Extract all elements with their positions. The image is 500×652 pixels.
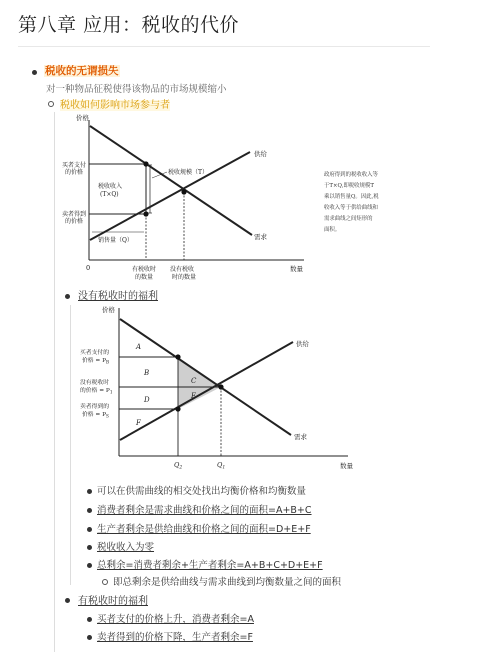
bullet-dot: [65, 294, 70, 299]
section-description: 对一种物品征税使得该物品的市场规模缩小: [46, 84, 227, 95]
svg-text:的数量: 的数量: [135, 274, 154, 281]
bullet-dot: [87, 527, 92, 532]
bullet-dot: [32, 70, 37, 75]
bullet-dot: [87, 545, 92, 550]
fig2-q2-label: $Q_2$: [174, 461, 183, 471]
indent-guide: [70, 305, 71, 585]
fig1-x-axis-label: 数量: [290, 265, 303, 273]
bullet-dot: [65, 598, 70, 603]
fig1-seller-price-label: 卖者得到: [62, 211, 87, 218]
fig2-region-c: C: [191, 377, 197, 385]
svg-text:需求曲线之间矩形的: 需求曲线之间矩形的: [324, 216, 373, 222]
sub-heading-tax-effect[interactable]: 税收如何影响市场参与者: [60, 100, 170, 111]
fig2-region-b: B: [144, 369, 150, 377]
fig1-seller-price-label-2: 的价格: [65, 218, 84, 225]
fig1-x-tick-notax: 没有税收: [170, 266, 195, 273]
svg-text:价格 = PB: 价格 = $P_B$: [82, 358, 110, 365]
sub-bullet-ring: [102, 579, 108, 585]
section-heading-welfare-tax[interactable]: 有税收时的福利: [78, 596, 148, 607]
section-heading-deadweight-loss[interactable]: 税收的无谓损失: [45, 65, 119, 77]
svg-text:时的数量: 时的数量: [172, 274, 197, 281]
bullet-dot: [87, 563, 92, 568]
bullet-dot: [87, 489, 92, 494]
figure-tax-effect: [62, 112, 392, 282]
fig2-x-axis-label: 数量: [340, 462, 353, 470]
bullet-tax-revenue: 税收收入为零: [97, 542, 155, 553]
fig1-origin: 0: [86, 264, 91, 272]
fig2-demand-curve: [120, 319, 291, 435]
fig2-region-a: A: [136, 343, 142, 351]
fig1-demand-curve: [90, 126, 252, 235]
fig2-supply-label: 供给: [296, 340, 309, 348]
bullet-equilibrium: 可以在供需曲线的相交处找出均衡价格和均衡数量: [97, 486, 307, 497]
fig2-region-d: D: [144, 396, 150, 404]
bullet-dot: [87, 617, 92, 622]
svg-text:价格 = PS: 价格 = $P_S$: [82, 412, 109, 419]
fig1-supply-label: 供给: [254, 150, 267, 158]
bullet-producer-surplus: 生产者剩余是供给曲线和价格之间的面积=D+E+F: [97, 524, 311, 535]
svg-text:于T×Q,即税收规模T: 于T×Q,即税收规模T: [324, 183, 374, 189]
bullet-dot: [87, 508, 92, 513]
fig2-buyer-price-label: 买者支付的: [80, 350, 109, 356]
sub-bullet-ring: [48, 101, 54, 107]
fig1-tax-size-label: 税收规模（T）: [168, 169, 209, 176]
fig1-demand-label: 需求: [254, 233, 267, 241]
fig1-x-tick-tax: 有税收时: [132, 266, 157, 273]
svg-text:面积。: 面积。: [324, 227, 341, 233]
sub-bullet-total-surplus-area: 即总剩余是供给曲线与需求曲线到均衡数量之间的面积: [113, 577, 342, 588]
fig1-buyer-price-label: 买者支付: [62, 162, 87, 169]
bullet-buyer-price-up: 买者支付的价格上升，消费者剩余=A: [97, 614, 254, 625]
svg-text:的价格 = P1: 的价格 = $P_1$: [80, 388, 113, 395]
fig2-region-e: E: [191, 392, 197, 400]
svg-text:政府得到的税收收入等: 政府得到的税收收入等: [324, 172, 378, 178]
fig1-revenue-label: 税收收入: [98, 183, 123, 190]
fig2-q1-label: $Q_1$: [217, 461, 226, 471]
bullet-consumer-surplus: 消费者剩余是需求曲线和价格之间的面积=A+B+C: [97, 505, 312, 516]
fig2-region-f: F: [136, 419, 141, 427]
bullet-dot: [87, 635, 92, 640]
fig1-caption: [324, 170, 379, 233]
indent-guide: [54, 112, 55, 652]
fig1-buyer-price-label-2: 的价格: [65, 169, 84, 176]
bullet-total-surplus: 总剩余=消费者剩余+生产者剩余=A+B+C+D+E+F: [97, 560, 323, 571]
svg-text:乘以销售量Q。因此,税: 乘以销售量Q。因此,税: [324, 194, 379, 200]
figure-welfare: [78, 302, 368, 478]
fig1-revenue-formula: (T×Q): [100, 191, 119, 198]
fig1-y-axis-label: 价格: [76, 114, 89, 122]
fig2-notax-price-label: 没有税收时: [80, 380, 109, 386]
svg-text:收收入等于供给曲线和: 收收入等于供给曲线和: [324, 205, 378, 211]
title-divider: [18, 46, 430, 47]
fig1-quantity-sold-label: 销售量（Q）: [98, 237, 133, 244]
section-heading-welfare-no-tax[interactable]: 没有税收时的福利: [78, 291, 158, 302]
bullet-seller-price-down: 卖者得到的价格下降，生产者剩余=F: [97, 632, 253, 643]
fig2-seller-price-label: 卖者得到的: [80, 404, 109, 410]
fig2-y-axis-label: 价格: [102, 306, 115, 314]
fig2-demand-label: 需求: [294, 433, 307, 441]
page-title: 第八章 应用：税收的代价: [18, 14, 240, 36]
